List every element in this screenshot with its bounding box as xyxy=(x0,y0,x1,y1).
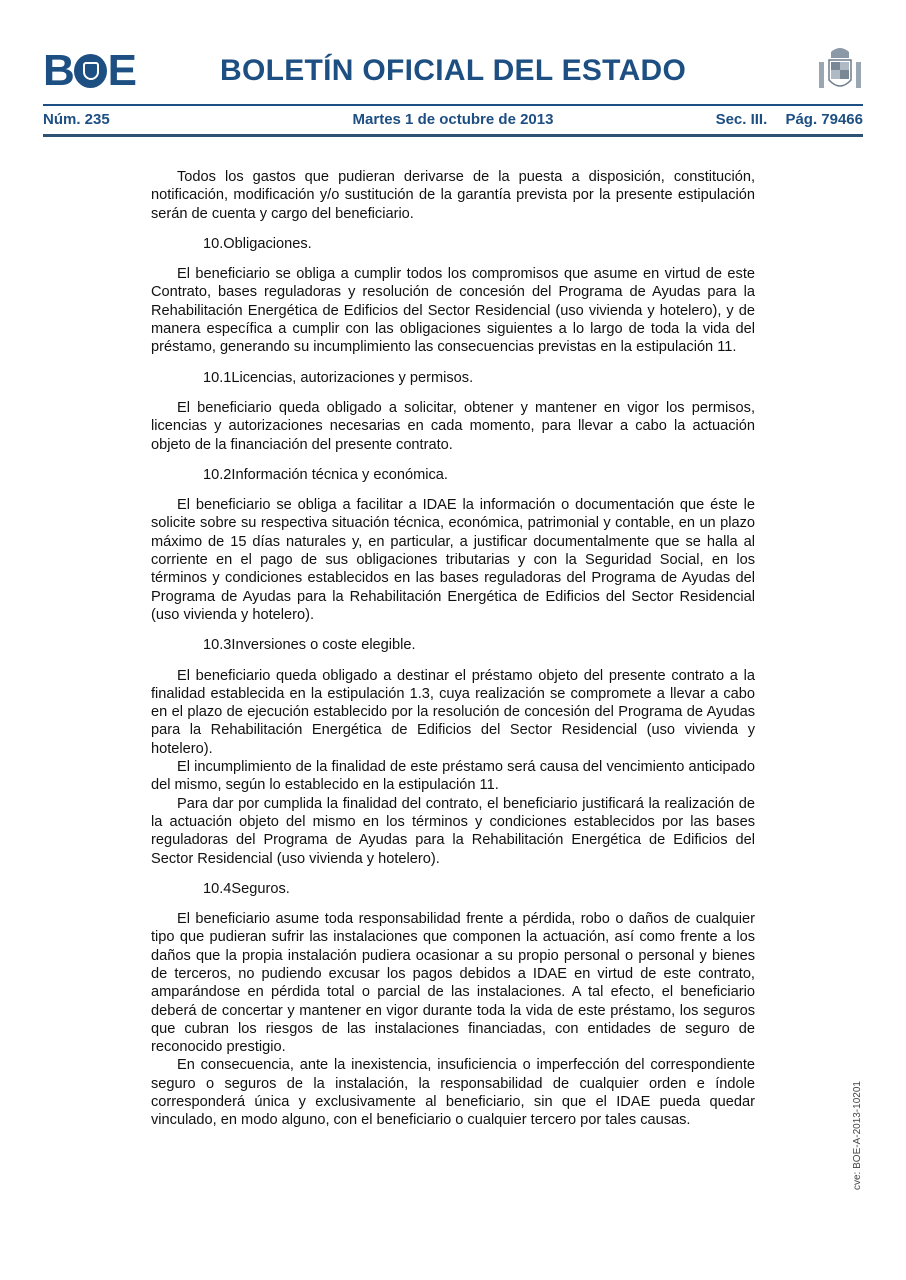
logo-letter-b: B xyxy=(43,46,73,95)
publication-title: BOLETÍN OFICIAL DEL ESTADO xyxy=(220,54,687,87)
coat-of-arms-seal-icon xyxy=(74,54,107,88)
heading-title: Inversiones o coste elegible. xyxy=(231,637,416,654)
heading-number: 10.1 xyxy=(203,369,232,386)
paragraph: Todos los gastos que pudieran derivarse de la puesta a disposición, constitución, notificación, modificación y/o sustitución de la garantía prevista por la presente estipulación serán de cuenta y cargo del beneficiario. xyxy=(151,169,755,222)
header-rule-top xyxy=(43,104,863,106)
page-number: Pág. 79466 xyxy=(785,111,863,128)
section-heading-10-3 xyxy=(151,636,755,654)
publication-date: Martes 1 de octubre de 2013 xyxy=(352,111,554,128)
logo-letter-e: E xyxy=(107,46,135,95)
heading-title: Seguros. xyxy=(231,880,290,897)
issue-number: Núm. 235 xyxy=(43,111,110,128)
cve-identifier: cve: BOE-A-2013-10201 xyxy=(852,1081,863,1190)
section-heading-10 xyxy=(151,235,755,253)
paragraph: El beneficiario se obliga a cumplir todos los compromisos que asume en virtud de este Contrato, bases reguladoras y resolución de concesión del Programa de Ayudas para la Rehabilitación Energética de Edificios del Sector Residencial (uso vivienda y hotelero), y de manera específica a cumplir con las obligaciones siguientes a lo largo de toda la vida del préstamo, generando su incumplimiento las consecuencias previstas en la estipulación 11. xyxy=(151,266,755,356)
paragraph: El beneficiario asume toda responsabilidad frente a pérdida, robo o daños de cualquier tipo que pudieran sufrir las instalaciones que componen la actuación, así como frente a los daños que la propia instalación pudiera ocasionar a su propio personal o personal y bienes de terceros, no pudiendo excusar los pagos debidos a IDAE en virtud de este contrato, amparándose en pérdida total o parcial de las instalaciones. A tal efecto, el beneficiario deberá de concertar y mantener en vigor durante toda la vida de este préstamo, los seguros que cubran los riesgos de las instalaciones financiadas, con entidades de seguro de reconocido prestigio. xyxy=(151,911,755,1056)
document-body xyxy=(151,168,755,1130)
section-heading-10-4 xyxy=(151,880,755,898)
heading-title: Licencias, autorizaciones y permisos. xyxy=(231,369,474,386)
page-header xyxy=(43,46,863,96)
header-rule-bottom xyxy=(43,134,863,137)
heading-title: Información técnica y económica. xyxy=(231,466,448,483)
paragraph: El beneficiario queda obligado a solicitar, obtener y mantener en vigor los permisos, licencias y autorizaciones necesarias en cada momento, para llevar a cabo la actuación objeto de la financiación del presente contrato. xyxy=(151,399,755,453)
section-heading-10-1 xyxy=(151,369,755,387)
heading-number: 10.3 xyxy=(203,637,232,654)
header-meta xyxy=(43,111,863,131)
paragraph: El incumplimiento de la finalidad de este préstamo será causa del vencimiento anticipado del mismo, según lo establecido en la estipulación 11. xyxy=(151,759,755,794)
paragraph: El beneficiario queda obligado a destinar el préstamo objeto del presente contrato a la finalidad establecida en la estipulación 1.3, cuya realización se compromete a llevar a cabo en el plazo de ejecución establecido por la resolución de concesión del Programa de Ayudas para la Rehabilitación Energética de Edificios del Sector Residencial (uso vivienda y hotelero). xyxy=(151,667,755,757)
heading-number: 10. xyxy=(203,235,224,252)
heading-number: 10.2 xyxy=(203,466,232,483)
paragraph: Para dar por cumplida la finalidad del contrato, el beneficiario justificará la realización de la actuación objeto del mismo en los términos y condiciones establecidos por las bases reguladoras del Programa de Ayudas para la Rehabilitación Energética de Edificios del Sector Residencial (uso vivienda y hotelero). xyxy=(151,795,755,867)
heading-title: Obligaciones. xyxy=(223,235,312,252)
section-page xyxy=(702,111,863,128)
paragraph: En consecuencia, ante la inexistencia, insuficiencia o imperfección del correspondiente seguro o seguros de la instalación, la responsabilidad de cualquier orden e índole corresponderá única y exclusivamente al beneficiario, sin que el IDAE pueda quedar vinculado, en modo alguno, con el beneficiario o cualquier tercero por tales causas. xyxy=(151,1057,755,1129)
section-label: Sec. III. xyxy=(715,111,768,128)
spanish-coat-of-arms-icon xyxy=(817,46,863,96)
heading-number: 10.4 xyxy=(203,880,232,897)
paragraph: El beneficiario se obliga a facilitar a IDAE la información o documentación que éste le solicite sobre su respectiva situación técnica, económica, patrimonial y contable, en un plazo máximo de 15 días naturales y, en particular, a justificar documentalmente que se halla al corriente en el pago de sus obligaciones tributarias y con la Seguridad Social, en los términos y condiciones establecidos en las bases reguladoras del Programa de Ayudas del Programa de Ayudas para la Rehabilitación Energética de Edificios del Sector Residencial (uso vivienda y hotelero). xyxy=(151,497,755,623)
boe-logo xyxy=(43,46,135,95)
section-heading-10-2 xyxy=(151,466,755,484)
